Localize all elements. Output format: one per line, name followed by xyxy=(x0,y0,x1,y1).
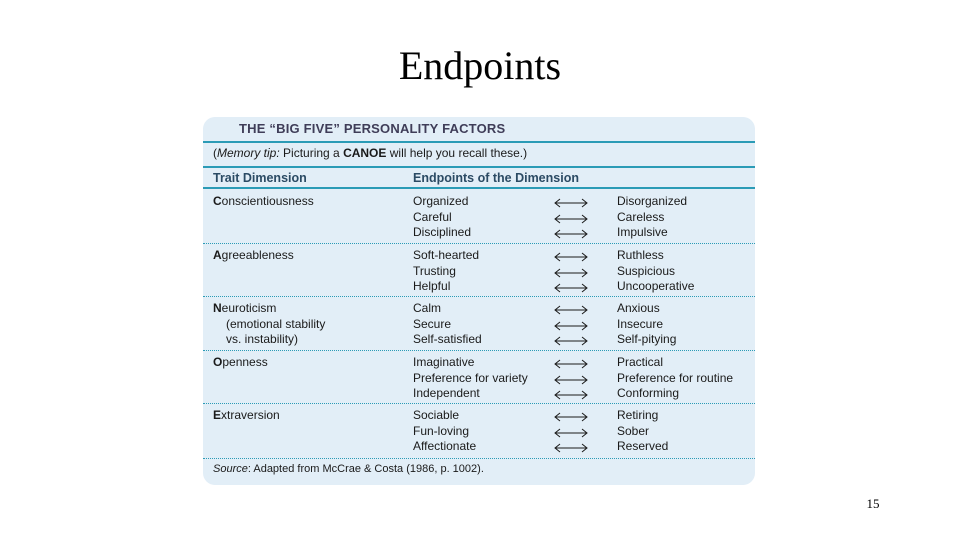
endpoint-high: Insecure xyxy=(617,316,664,331)
trait-initial: E xyxy=(213,408,222,422)
double-arrow-icon xyxy=(553,251,589,261)
row-separator xyxy=(203,403,755,404)
source-label: Source xyxy=(213,463,248,475)
endpoint-pair xyxy=(203,386,755,402)
source-rule xyxy=(203,458,755,459)
trait-rest: onscientiousness xyxy=(221,194,314,208)
endpoint-low: Calm xyxy=(413,301,442,315)
endpoint-high: Ruthless xyxy=(617,248,664,262)
trait-initial: N xyxy=(213,301,222,315)
double-arrow-icon xyxy=(553,442,589,452)
memory-tip-label: Memory tip: xyxy=(217,146,280,160)
endpoint-pair xyxy=(203,439,755,455)
row-separator xyxy=(203,243,755,244)
big-five-figure xyxy=(203,117,755,485)
double-arrow-icon xyxy=(553,374,589,384)
trait-rest: penness xyxy=(222,355,268,369)
trait-subtitle: (emotional stability xyxy=(226,316,326,331)
endpoint-pair xyxy=(203,194,755,210)
endpoint-pair xyxy=(203,210,755,226)
endpoint-high: Careless xyxy=(617,209,665,224)
double-arrow-icon xyxy=(553,358,589,368)
double-arrow-icon xyxy=(553,197,589,207)
header-top-rule xyxy=(203,166,755,168)
double-arrow-icon xyxy=(553,411,589,421)
header-endpoints: Endpoints of the Dimension xyxy=(413,171,579,185)
trait-initial: O xyxy=(213,355,223,369)
endpoint-pair xyxy=(203,371,755,387)
endpoint-high: Preference for routine xyxy=(617,370,734,385)
endpoint-high: Retiring xyxy=(617,408,659,422)
double-arrow-icon xyxy=(553,335,589,345)
endpoint-high: Sober xyxy=(617,423,650,438)
endpoint-low: Organized xyxy=(413,194,469,208)
endpoint-high: Practical xyxy=(617,355,664,369)
endpoint-low: Sociable xyxy=(413,408,460,422)
trait-rest: xtraversion xyxy=(221,408,280,422)
endpoint-pair xyxy=(203,355,755,371)
trait-rest: euroticism xyxy=(221,301,277,315)
memory-tip-open: ( xyxy=(213,146,217,160)
endpoint-high: Reserved xyxy=(617,439,669,453)
double-arrow-icon xyxy=(553,228,589,238)
figure-title: THE “BIG FIVE” PERSONALITY FACTORS xyxy=(239,121,506,136)
endpoint-low: Soft-hearted xyxy=(413,248,480,262)
double-arrow-icon xyxy=(553,282,589,292)
endpoint-low: Helpful xyxy=(413,279,451,293)
double-arrow-icon xyxy=(553,427,589,437)
endpoint-pair xyxy=(203,248,755,264)
endpoint-low: Independent xyxy=(413,386,480,400)
trait-initial: C xyxy=(213,194,222,208)
endpoint-high: Self-pitying xyxy=(617,332,677,346)
endpoint-pair xyxy=(203,264,755,280)
endpoint-low: Fun-loving xyxy=(413,423,470,438)
double-arrow-icon xyxy=(553,304,589,314)
endpoint-low: Self-satisfied xyxy=(413,332,482,346)
endpoint-low: Affectionate xyxy=(413,439,477,453)
memory-tip xyxy=(213,146,527,160)
double-arrow-icon xyxy=(553,267,589,277)
header-bottom-rule xyxy=(203,187,755,189)
memory-tip-text-after: will help you recall these.) xyxy=(386,146,528,160)
memory-tip-keyword: CANOE xyxy=(343,146,387,160)
source-note xyxy=(213,463,484,475)
memory-tip-text-before: Picturing a xyxy=(279,146,344,160)
endpoint-low: Trusting xyxy=(413,263,456,278)
endpoint-high: Uncooperative xyxy=(617,279,695,293)
endpoint-high: Impulsive xyxy=(617,225,668,239)
double-arrow-icon xyxy=(553,389,589,399)
row-separator xyxy=(203,296,755,297)
slide-title: Endpoints xyxy=(398,43,562,88)
endpoint-high: Suspicious xyxy=(617,263,676,278)
endpoint-low: Secure xyxy=(413,316,452,331)
header-trait-dimension: Trait Dimension xyxy=(213,171,307,185)
source-text: : Adapted from McCrae & Costa (1986, p. 1002). xyxy=(247,463,484,475)
endpoint-pair xyxy=(203,225,755,241)
trait-initial: A xyxy=(213,248,222,262)
double-arrow-icon xyxy=(553,320,589,330)
endpoint-low: Careful xyxy=(413,209,452,224)
endpoint-pair xyxy=(203,317,755,333)
endpoint-pair xyxy=(203,424,755,440)
double-arrow-icon xyxy=(553,213,589,223)
endpoint-low: Imaginative xyxy=(413,355,475,369)
endpoint-high: Conforming xyxy=(617,386,680,400)
endpoint-high: Disorganized xyxy=(617,194,688,208)
trait-subtitle: vs. instability) xyxy=(226,332,299,346)
endpoint-pair xyxy=(203,332,755,348)
endpoint-pair xyxy=(203,408,755,424)
endpoint-low: Disciplined xyxy=(413,225,472,239)
page-number: 15 xyxy=(866,496,880,511)
endpoint-low: Preference for variety xyxy=(413,370,528,385)
endpoint-high: Anxious xyxy=(617,301,660,315)
endpoint-pair xyxy=(203,301,755,317)
title-rule xyxy=(203,141,755,143)
row-separator xyxy=(203,350,755,351)
endpoint-pair xyxy=(203,279,755,295)
trait-rest: greeableness xyxy=(221,248,294,262)
